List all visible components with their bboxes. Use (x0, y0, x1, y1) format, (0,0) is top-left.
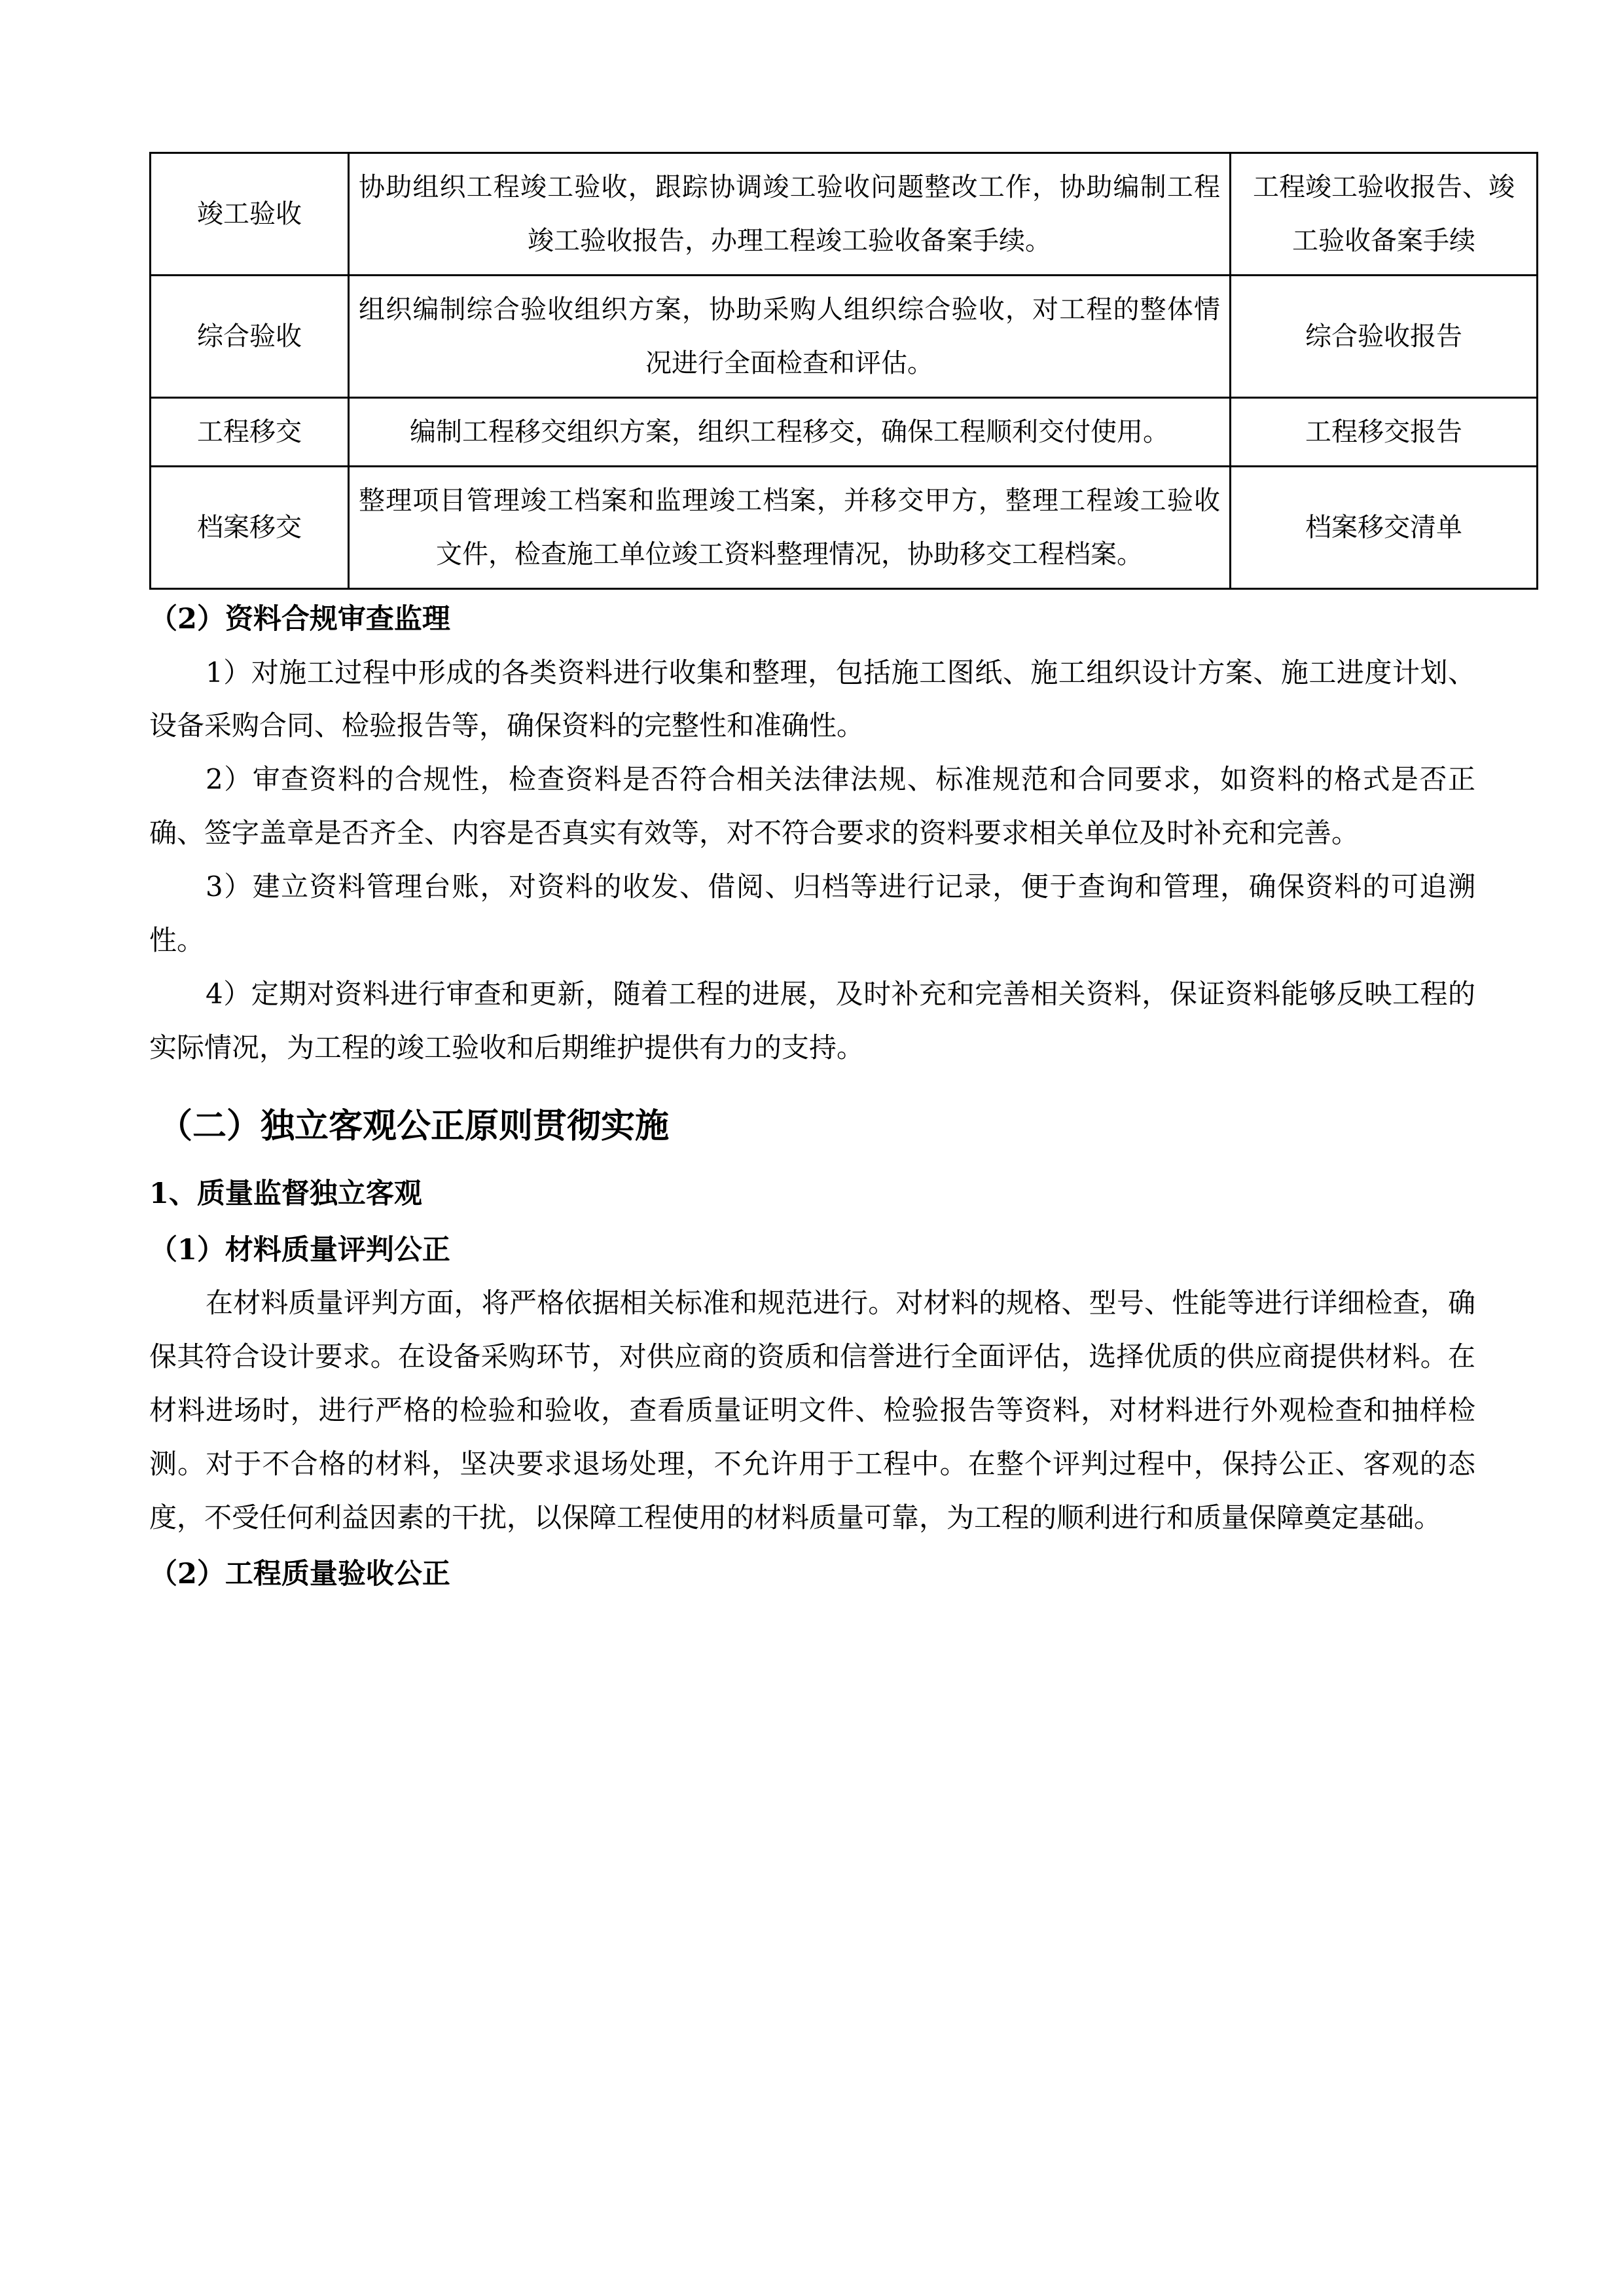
table-cell-stage: 综合验收 (151, 276, 349, 398)
table-cell-deliverable: 工程移交报告 (1231, 398, 1538, 467)
paragraph-data-review-item-2: 2）审查资料的合规性，检查资料是否符合相关法律法规、标准规范和合同要求，如资料的格式是否正确、签字盖章是否齐全、内容是否真实有效等，对不符合要求的资料要求相关单位及时补充和完善。 (149, 763, 1475, 850)
table-cell-deliverable: 档案移交清单 (1231, 467, 1538, 589)
construction-duties-table (149, 152, 1538, 590)
table-row (151, 467, 1538, 589)
table-row (151, 153, 1538, 276)
table-cell-stage: 档案移交 (151, 467, 349, 589)
table-cell-description (349, 153, 1231, 276)
table-cell-description (349, 398, 1231, 467)
heading-project-acceptance-fairness: （2）工程质量验收公正 (149, 1557, 450, 1590)
table-cell-deliverable: 工程竣工验收报告、竣工验收备案手续 (1231, 153, 1538, 276)
table-cell-stage: 工程移交 (151, 398, 349, 467)
paragraph-data-review-item-1: 1）对施工过程中形成的各类资料进行收集和整理，包括施工图纸、施工组织设计方案、施工进度计划、设备采购合同、检验报告等，确保资料的完整性和准确性。 (149, 656, 1475, 742)
table-row (151, 398, 1538, 467)
heading-quality-supervision: 1、质量监督独立客观 (149, 1177, 422, 1211)
table-row (151, 276, 1538, 398)
table-cell-deliverable: 综合验收报告 (1231, 276, 1538, 398)
paragraph-data-review-item-3: 3）建立资料管理台账，对资料的收发、借阅、归档等进行记录，便于查询和管理，确保资料的可追溯性。 (149, 870, 1475, 956)
table-body (151, 153, 1538, 589)
heading-independence-section: （二）独立客观公正原则贯彻实施 (158, 1105, 670, 1146)
table-cell-description (349, 276, 1231, 398)
heading-data-compliance-review: （2）资料合规审查监理 (149, 603, 450, 636)
table-cell-description-text: 整理项目管理竣工档案和监理竣工档案，并移交甲方，整理工程竣工验收文件，检查施工单位竣工资料整理情况，协助移交工程档案。 (359, 486, 1220, 569)
table-cell-description (349, 467, 1231, 589)
paragraph-data-review-item-4: 4）定期对资料进行审查和更新，随着工程的进展，及时补充和完善相关资料，保证资料能够反映工程的实际情况，为工程的竣工验收和后期维护提供有力的支持。 (149, 977, 1475, 1064)
table-cell-description-text: 编制工程移交组织方案，组织工程移交，确保工程顺利交付使用。 (410, 417, 1169, 447)
table-cell-description-text: 协助组织工程竣工验收，跟踪协调竣工验收问题整改工作，协助编制工程竣工验收报告，办理工程竣工验收备案手续。 (359, 172, 1220, 256)
table-cell-description-text: 组织编制综合验收组织方案，协助采购人组织综合验收，对工程的整体情况进行全面检查和评估。 (359, 295, 1220, 378)
table-cell-stage: 竣工验收 (151, 153, 349, 276)
heading-material-quality-fairness: （1）材料质量评判公正 (149, 1233, 450, 1266)
page-content (149, 152, 1515, 1600)
paragraph-material-quality-fairness: 在材料质量评判方面，将严格依据相关标准和规范进行。对材料的规格、型号、性能等进行详细检查，确保其符合设计要求。在设备采购环节，对供应商的资质和信誉进行全面评估，选择优质的供应商提供材料。在材料进场时，进行严格的检验和验收，查看质量证明文件、检验报告等资料，对材料进行外观检查和抽样检测。对于不合格的材料，坚决要求退场处理，不允许用于工程中。在整个评判过程中，保持公正、客观的态度，不受任何利益因素的干扰，以保障工程使用的材料质量可靠，为工程的顺利进行和质量保障奠定基础。 (149, 1287, 1475, 1534)
